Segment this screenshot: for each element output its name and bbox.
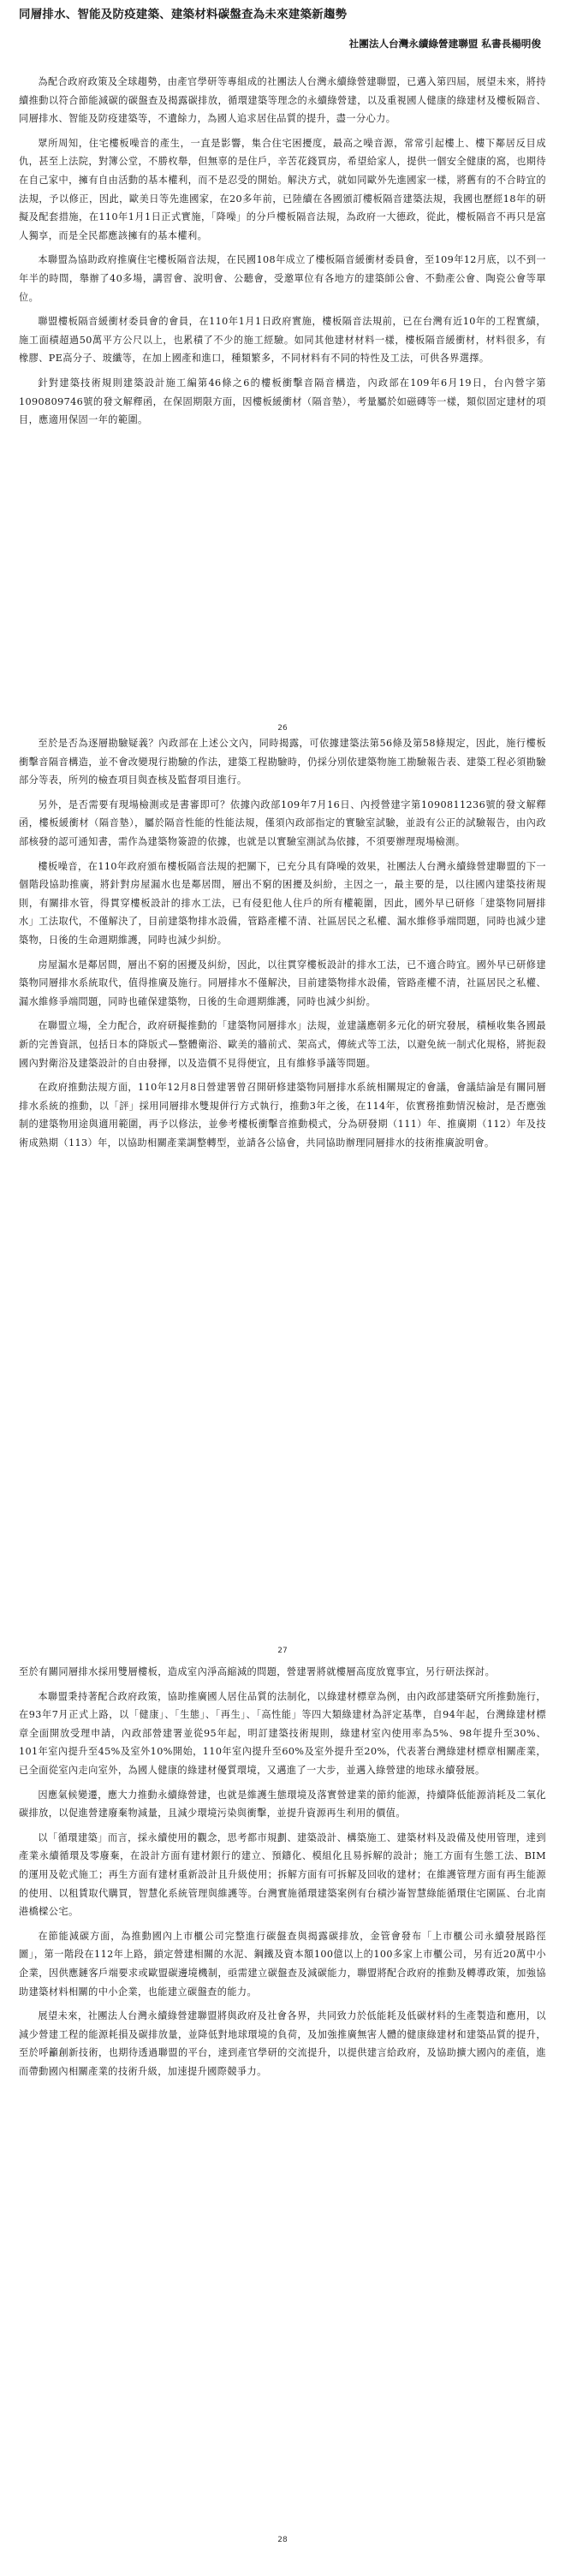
page-number: 26 [277, 724, 288, 733]
page-number: 28 [277, 2536, 288, 2544]
paragraph: 眾所周知，住宅樓板噪音的產生，一直是影響，集合住宅困擾度，最高之噪音源，常常引起樓上、樓下鄰居反目成仇，甚至上法院，對簿公堂，不勝枚舉，但無辜的是住戶，辛苦花錢買房，希望給家人，提供一個安全健康的窩，也期待在自己家中，擁有自由活動的基本權利，而不是忍受的開始。解決方式，就如同歐外先進國家一樣，將舊有的不合時宜的法規，予以修正，因此，歐美日等先進國家，在20多年前，已陸續在各國頒訂樓板隔音建築法規，我國也歷經18年的研擬及配套措施，在110年1月1日正式實施，「降噪」的分戶樓板隔音法規，為政府一大德政，從此，樓板隔音不再只是富人獨享，而是全民都應該擁有的基本權利。 [19, 137, 546, 241]
page-number: 27 [277, 1647, 288, 1655]
author-line: 社團法人台灣永續綠營建聯盟 私書長楊明俊 [348, 38, 541, 50]
paragraph: 因應氣候變遷，應大力推動永續綠營建，也就是維護生態環境及落實營建業的節約能源，持續降低能源消耗及二氧化碳排放，以促進營建廢棄物減量，且減少環境污染與衝擊，並提升資源再生利用的價值。 [19, 1789, 546, 1819]
page-2 [0, 721, 565, 1655]
paragraph: 在節能減碳方面，為推動國內上市櫃公司完整進行碳盤查與揭露碳排放，金管會發布「上市櫃公司永續發展路徑圖」，第一階段在112年上路，鎖定營建相關的水泥、鋼鐵及資本額100億以上的100多家上市櫃公司，另有近20萬中小企業，因供應鏈客戶端要求或歐盟碳邊境機制，亟需建立碳盤查及減碳能力，聯盟將配合政府的推動及轉導政策，加強協助建築材料相關的中小企業，也能建立碳盤查的能力。 [19, 1930, 546, 1997]
paragraph: 至於有關同層排水採用雙層樓板，造成室內淨高縮減的問題，營建署將就樓層高度放寬事宜，另行研法探討。 [19, 1666, 496, 1677]
paragraph: 展望未來，社團法人台灣永續綠營建聯盟將與政府及社會各界，共同致力於低能耗及低碳材料的生產製造和應用，以減少營建工程的能源耗損及碳排放量，並降低對地球環境的負荷，及加強推廣無害人體的健康綠建材和建築品質的提升，至於呼籲創新技術，也期待透過聯盟的平台，達到產官學研的交流提升，以提供建言給政府，及協助擴大國內的產值，進而帶動國內相關產業的技術升級，加速提升國際競爭力。 [19, 2010, 546, 2077]
paragraph: 房屋漏水是鄰居間，層出不窮的困擾及糾紛，因此，以往貫穿樓板設計的排水工法，已不適合時宜。國外早已研修建築物同層排水系統取代，值得推廣及施行。同層排水不僅解決，目前建築物排水設備，管路產權不清，社區居民之私權、漏水維修爭端問題，同時也確保建築物，日後的生命週期維護，同時也減少糾紛。 [19, 959, 546, 1007]
page-3 [0, 1649, 565, 2576]
paragraph: 至於是否為逐層勘驗疑義？內政部在上述公文內，同時揭露，可依據建築法第56條及第58條規定，因此，施行樓板衝擊音隔音構造，並不會改變現行勘驗的作法，建築工程勘驗時，仍採分別依建築物施工勘驗報告表、建築工程必須勘驗部分等表，所列的檢查項目與查核及監督項目進行。 [19, 738, 546, 786]
document-title: 同層排水、智能及防疫建築、建築材料碳盤查為未來建築新趨勢 [19, 8, 348, 21]
paragraph: 針對建築技術規則建築設計施工編第46條之6的樓板衝擊音隔音構造，內政部在109年6月19日，台內營字第1090809746號的發文解釋函，在保固期限方面，因樓板緩衝材（隔音墊），考量屬於如磁磚等一樣，類似固定建材的項目，應適用保固一年的範圍。 [19, 377, 546, 426]
paragraph: 聯盟樓板隔音緩衝材委員會的會員，在110年1月1日政府實施，樓板隔音法規前，已在台灣有近10年的工程實績，施工面積超過50萬平方公尺以上，也累積了不少的施工經驗。如同其他建材材料一樣，樓板隔音緩衝材，材料很多，有橡膠、PE高分子、玻纖等，在加上國產和進口，種類繁多，不同材料有不同的特性及工法，可供各界選擇。 [19, 316, 546, 365]
paragraph: 另外，是否需要有現場檢測或是書審即可？依據內政部109年7月16日、內授營建字第1090811236號的發文解釋函，樓板緩衝材（隔音墊），屬於隔音性能的性能法規，僅須內政部指定的實驗室試驗，並設有公正的試驗報告，由內政部核發的認可通知書，需作為建築物簽證的依據，也就是以實驗室測試為依據，不須要辦理現場檢測。 [19, 798, 546, 847]
paragraph: 在聯盟立場，全力配合，政府研擬推動的「建築物同層排水」法規，並建議應朝多元化的研究發展，積極收集各國最新的完善資訊，包括日本的降版式—整體衛浴、歐美的牆前式、架高式，傳統式等工法，以避免統一制式化規格，將扼殺國內對衛浴及建築設計的自由發揮，以及造價不見得便宜，且有維修爭議等問題。 [19, 1020, 546, 1069]
paragraph: 本聯盟秉持著配合政府政策，協助推廣國人居住品質的法制化，以綠建材標章為例，由內政部建築研究所推動施行，在93年7月正式上路，以「健康」、「生態」、「再生」、「高性能」等四大類綠建材為評定基準，自94年起，台灣綠建材標章全面開放受理申請，內政部營建署並從95年起，明訂建築技術規則，綠建材室內使用率為5%、98年提升至30%、101年室內提升至45%及室外10%開始，110年室內提升至60%及室外提升至20%，代表著台灣綠建材標章相關產業，已全面從室內走向室外，為國人健康的綠建材優質環境，又邁進了一大步，並邁入綠營建的地球永續發展。 [19, 1690, 546, 1776]
paragraph: 以「循環建築」而言，採永續使用的觀念，思考都市規劃、建築設計、構築施工、建築材料及設備及使用管理，達到產業永續循環及零廢棄，在設計方面有建材銀行的建立、預鑄化、模組化且易拆解的設計；施工方面有生態工法、BIM的運用及乾式施工；再生方面有建材重新設計且升級使用；拆解方面有可拆解及回收的建材；在維護管理方面有再生能源的使用、以租賃取代購買，智慧化系統管理與維護等。台灣實施循環建築案例有台積沙崙智慧綠能循環住宅園區、台北南港橋樑公宅。 [19, 1831, 546, 1918]
paragraph: 在政府推動法規方面，110年12月8日營建署曾召開研修建築物同層排水系統相關規定的會議，會議結論是有關同層排水系統的推動，以「評」採用同層排水雙規併行方式執行，推動3年之後，在114年，依實務推動情況檢討，是否應強制的建築物用途與適用範圍，再予以修法，並參考樓板衝擊音推動模式，分為研發期（111）年、推廣期（112）年及技術成熟期（113）年，以協助相關產業調整轉型，並請各公協會，共同協助辦理同層排水的技術推廣說明會。 [19, 1082, 546, 1149]
paragraph: 本聯盟為協助政府推廣住宅樓板隔音法規，在民國108年成立了樓板隔音緩衝材委員會，至109年12月底，以不到一年半的時間，舉辦了40多場，講習會、說明會、公聽會，受邀單位有各地方的建築師公會、不動產公會、陶瓷公會等單位。 [19, 254, 546, 303]
page-1 [0, 0, 565, 733]
paragraph: 樓板噪音，在110年政府頒布樓板隔音法規的把關下，已充分具有降噪的效果，社團法人台灣永續綠營建聯盟的下一個階段協助推廣，將針對房屋漏水也是鄰居間，層出不窮的困擾及糾紛，主因之一，最主要的是，以往國內建築技術規則，有關排水管，得貫穿樓板設計的排水工法，已有侵犯他人住戶的所有權範圍，因此，國外早已研修「建築物同層排水」工法取代，不僅解決了，目前建築物排水設備，管路產權不清、社區居民之私權、漏水維修爭端問題，同時也減少建築物，日後的生命週期維護，同時也減少糾紛。 [19, 860, 546, 946]
paragraph: 為配合政府政策及全球趨勢，由產官學研等專組成的社團法人台灣永續綠營建聯盟，已邁入第四屆，展望未來，將持續推動以符合節能減碳的碳盤查及揭露碳排放，循環建築等理念的永續綠營建，以及重視國人健康的綠建材及樓板隔音、同層排水、智能及防疫建築等，不遺餘力，為國人追求居住品質的提升，盡一分心力。 [19, 76, 546, 125]
